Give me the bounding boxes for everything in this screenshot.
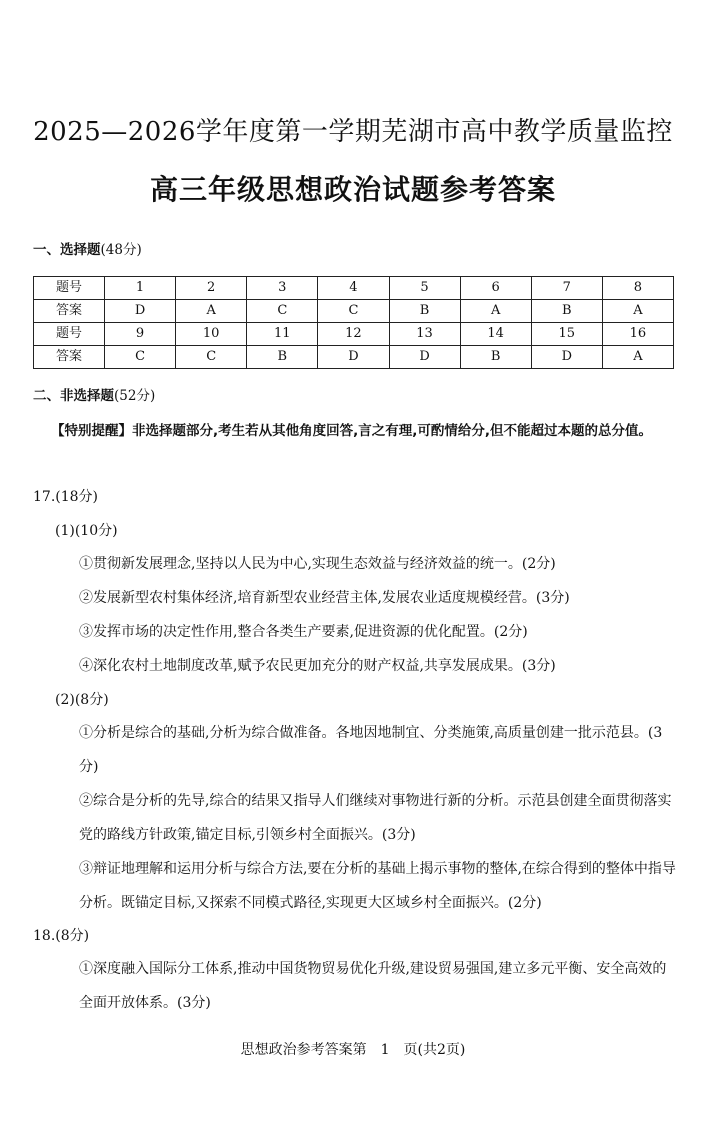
answer-table-cell: 4: [318, 277, 389, 300]
answer-table-row-header: 题号: [34, 323, 105, 346]
answer-table-cell: 3: [247, 277, 318, 300]
answer-table-row-header: 答案: [34, 300, 105, 323]
section2-label: 二、非选择题: [33, 388, 114, 404]
q18-label: 18.(8分): [33, 928, 90, 944]
q17-part1-item-2: ②发展新型农村集体经济,培育新型农业经营主体,发展农业适度规模经营。(3分): [79, 590, 570, 606]
answer-table-cell: 1: [105, 277, 176, 300]
answer-table-row: [34, 323, 674, 346]
section1-heading: [33, 240, 142, 260]
answer-table-cell: 12: [318, 323, 389, 346]
section2-points: (52分): [114, 388, 156, 404]
answer-table-cell: B: [247, 346, 318, 369]
q17-part2-item-1: ①分析是综合的基础,分析为综合做准备。各地因地制宜、分类施策,高质量创建一批示范县。(3分): [79, 725, 663, 775]
answer-table-cell: 7: [531, 277, 602, 300]
q17-part2-label: (2)(8分): [55, 692, 109, 708]
answer-table-cell: 6: [460, 277, 531, 300]
answer-table-cell: A: [602, 346, 673, 369]
q17-part1-item-3: ③发挥市场的决定性作用,整合各类生产要素,促进资源的优化配置。(2分): [79, 624, 528, 640]
section2-heading: [33, 386, 155, 406]
answer-table-cell: D: [105, 300, 176, 323]
document-title-line1: 2025—2026学年度第一学期芜湖市高中教学质量监控: [33, 117, 673, 147]
q17-part1-label: (1)(10分): [55, 523, 118, 539]
q17-label: 17.(18分): [33, 489, 99, 505]
answer-table-cell: A: [176, 300, 247, 323]
answer-table-cell: 11: [247, 323, 318, 346]
section1-label: 一、选择题: [33, 242, 101, 258]
q18-item-1: ①深度融入国际分工体系,推动中国货物贸易优化升级,建设贸易强国,建立多元平衡、安全高效的全面开放体系。(3分): [79, 961, 667, 1011]
answer-table-row: [34, 346, 674, 369]
answer-table-cell: 14: [460, 323, 531, 346]
answer-table-cell: 15: [531, 323, 602, 346]
q17-part1-item-1: ①贯彻新发展理念,坚持以人民为中心,实现生态效益与经济效益的统一。(2分): [79, 556, 556, 572]
answer-table-cell: 5: [389, 277, 460, 300]
answer-table-cell: C: [105, 346, 176, 369]
answer-table-cell: 8: [602, 277, 673, 300]
answer-table-cell: 10: [176, 323, 247, 346]
answer-table-row-header: 题号: [34, 277, 105, 300]
special-note: 【特别提醒】非选择题部分,考生若从其他角度回答,言之有理,可酌情给分,但不能超过本题的总分值。: [51, 423, 653, 439]
answer-table-row: [34, 277, 674, 300]
answer-table-cell: 9: [105, 323, 176, 346]
answer-table-cell: A: [460, 300, 531, 323]
answer-table-cell: D: [318, 346, 389, 369]
answer-table: [33, 276, 674, 369]
q17-part2-item-3: ③辩证地理解和运用分析与综合方法,要在分析的基础上揭示事物的整体,在综合得到的整体中指导分析。既锚定目标,又探索不同模式路径,实现更大区域乡村全面振兴。(2分): [79, 861, 676, 911]
answer-table-cell: D: [531, 346, 602, 369]
answer-table-cell: C: [176, 346, 247, 369]
answer-table-cell: C: [318, 300, 389, 323]
answer-table-row: [34, 300, 674, 323]
answer-table-cell: B: [460, 346, 531, 369]
answer-table-cell: D: [389, 346, 460, 369]
answer-table-cell: 13: [389, 323, 460, 346]
document-title-line2: 高三年级思想政治试题参考答案: [149, 173, 556, 206]
q17-part1-item-4: ④深化农村土地制度改革,赋予农民更加充分的财产权益,共享发展成果。(3分): [79, 658, 556, 674]
answer-table-cell: B: [531, 300, 602, 323]
answer-table-row-header: 答案: [34, 346, 105, 369]
answer-table-cell: B: [389, 300, 460, 323]
q17-part2-item-2: ②综合是分析的先导,综合的结果又指导人们继续对事物进行新的分析。示范县创建全面贯彻落实党的路线方针政策,锚定目标,引领乡村全面振兴。(3分): [79, 793, 672, 843]
answer-table-cell: A: [602, 300, 673, 323]
answer-table-cell: 2: [176, 277, 247, 300]
answer-table-cell: C: [247, 300, 318, 323]
answer-table-cell: 16: [602, 323, 673, 346]
page-footer: 思想政治参考答案第 1 页(共2页): [240, 1042, 466, 1058]
section1-points: (48分): [100, 242, 142, 258]
